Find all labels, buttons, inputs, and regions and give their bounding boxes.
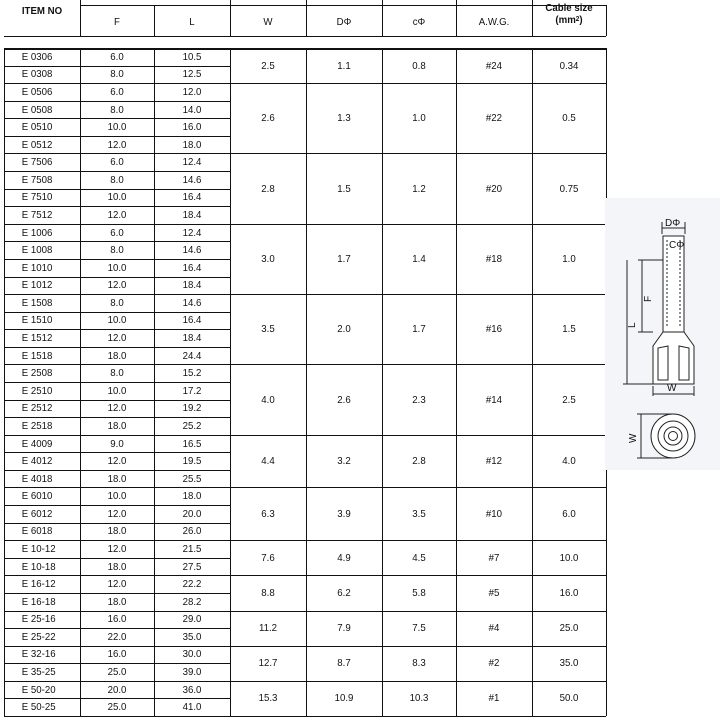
item-no-cell: E 6018 bbox=[21, 525, 53, 538]
f-cell: 22.0 bbox=[107, 630, 127, 643]
item-no-cell: E 16-12 bbox=[21, 578, 56, 591]
header-c-phi: cΦ bbox=[412, 16, 426, 28]
item-no-cell: E 1008 bbox=[21, 244, 53, 257]
f-cell: 12.0 bbox=[107, 208, 127, 221]
item-no-cell: E 32-16 bbox=[21, 648, 56, 661]
awg-cell: #12 bbox=[485, 455, 503, 468]
d-phi-cell: 2.6 bbox=[337, 393, 351, 406]
header-f: F bbox=[114, 16, 120, 28]
awg-cell: #10 bbox=[485, 507, 503, 520]
f-cell: 18.0 bbox=[107, 349, 127, 362]
w-cell: 11.2 bbox=[258, 622, 278, 635]
l-cell: 19.5 bbox=[182, 455, 202, 468]
l-cell: 18.0 bbox=[182, 490, 202, 503]
cable-size-cell: 35.0 bbox=[559, 657, 579, 670]
f-cell: 10.0 bbox=[107, 121, 127, 134]
w-cell: 12.7 bbox=[258, 657, 278, 670]
header-col-rule bbox=[80, 0, 81, 36]
d-phi-cell: 10.9 bbox=[334, 692, 354, 705]
data-col-rule bbox=[382, 48, 383, 716]
f-cell: 8.0 bbox=[110, 244, 124, 257]
group-rule bbox=[4, 716, 606, 717]
l-cell: 19.2 bbox=[182, 402, 202, 415]
item-no-cell: E 10-12 bbox=[21, 542, 56, 555]
d-phi-cell: 3.9 bbox=[337, 507, 351, 520]
f-cell: 25.0 bbox=[107, 666, 127, 679]
item-no-cell: E 10-18 bbox=[21, 560, 56, 573]
header-col-rule bbox=[382, 0, 383, 36]
awg-cell: #4 bbox=[488, 622, 500, 635]
l-cell: 25.5 bbox=[182, 472, 202, 485]
awg-cell: #18 bbox=[485, 252, 503, 265]
f-cell: 16.0 bbox=[107, 648, 127, 661]
f-cell: 8.0 bbox=[110, 68, 124, 81]
header-w: W bbox=[263, 16, 273, 28]
f-cell: 6.0 bbox=[110, 226, 124, 239]
l-cell: 35.0 bbox=[182, 630, 202, 643]
l-cell: 12.4 bbox=[182, 156, 202, 169]
d-phi-cell: 7.9 bbox=[337, 622, 351, 635]
awg-cell: #1 bbox=[488, 692, 500, 705]
header-item-no: ITEM NO bbox=[21, 5, 63, 17]
cable-size-cell: 1.5 bbox=[562, 323, 576, 336]
f-cell: 6.0 bbox=[110, 50, 124, 63]
f-cell: 25.0 bbox=[107, 701, 127, 714]
f-cell: 12.0 bbox=[107, 578, 127, 591]
l-cell: 17.2 bbox=[182, 384, 202, 397]
l-cell: 27.5 bbox=[182, 560, 202, 573]
f-cell: 18.0 bbox=[107, 525, 127, 538]
header-col-rule bbox=[154, 5, 155, 36]
awg-cell: #14 bbox=[485, 393, 503, 406]
c-phi-label: CΦ bbox=[669, 240, 685, 251]
d-phi-cell: 1.5 bbox=[337, 182, 351, 195]
header-awg: A.W.G. bbox=[478, 16, 510, 28]
l-cell: 36.0 bbox=[182, 683, 202, 696]
item-no-cell: E 2508 bbox=[21, 367, 53, 380]
l-cell: 12.5 bbox=[182, 68, 202, 81]
c-phi-cell: 3.5 bbox=[412, 507, 426, 520]
l-cell: 25.2 bbox=[182, 419, 202, 432]
d-phi-cell: 1.1 bbox=[337, 59, 351, 72]
c-phi-cell: 1.7 bbox=[412, 323, 426, 336]
item-no-cell: E 0308 bbox=[21, 68, 53, 81]
l-cell: 12.0 bbox=[182, 85, 202, 98]
c-phi-cell: 8.3 bbox=[412, 657, 426, 670]
f-cell: 9.0 bbox=[110, 437, 124, 450]
d-phi-cell: 1.3 bbox=[337, 112, 351, 125]
item-no-cell: E 0508 bbox=[21, 103, 53, 116]
w-cell: 4.4 bbox=[261, 455, 275, 468]
ferrule-diagram bbox=[605, 198, 720, 470]
cable-size-cell: 0.34 bbox=[559, 59, 579, 72]
l-cell: 18.4 bbox=[182, 279, 202, 292]
item-no-cell: E 0306 bbox=[21, 50, 53, 63]
item-no-cell: E 1510 bbox=[21, 314, 53, 327]
item-no-cell: E 6012 bbox=[21, 507, 53, 520]
w-dim-label: W bbox=[667, 383, 677, 394]
item-no-cell: E 25-22 bbox=[21, 630, 56, 643]
item-no-cell: E 1518 bbox=[21, 349, 53, 362]
f-cell: 18.0 bbox=[107, 560, 127, 573]
item-no-cell: E 1006 bbox=[21, 226, 53, 239]
item-no-cell: E 0512 bbox=[21, 138, 53, 151]
item-no-cell: E 0506 bbox=[21, 85, 53, 98]
f-cell: 20.0 bbox=[107, 683, 127, 696]
d-phi-cell: 3.2 bbox=[337, 455, 351, 468]
d-phi-cell: 2.0 bbox=[337, 323, 351, 336]
f-cell: 10.0 bbox=[107, 490, 127, 503]
c-phi-cell: 2.3 bbox=[412, 393, 426, 406]
l-cell: 18.0 bbox=[182, 138, 202, 151]
f-cell: 10.0 bbox=[107, 384, 127, 397]
f-cell: 18.0 bbox=[107, 472, 127, 485]
data-col-rule bbox=[306, 48, 307, 716]
item-no-cell: E 4018 bbox=[21, 472, 53, 485]
w-cell: 4.0 bbox=[261, 393, 275, 406]
f-cell: 18.0 bbox=[107, 419, 127, 432]
item-no-cell: E 2518 bbox=[21, 419, 53, 432]
f-cell: 12.0 bbox=[107, 279, 127, 292]
l-cell: 14.6 bbox=[182, 244, 202, 257]
w-cell: 8.8 bbox=[261, 586, 275, 599]
f-cell: 6.0 bbox=[110, 156, 124, 169]
c-phi-cell: 1.0 bbox=[412, 112, 426, 125]
f-dim-label: F bbox=[643, 295, 654, 302]
w-cell: 3.5 bbox=[261, 323, 275, 336]
l-cell: 15.2 bbox=[182, 367, 202, 380]
item-no-cell: E 35-25 bbox=[21, 666, 56, 679]
header-col-rule bbox=[230, 0, 231, 36]
l-cell: 14.6 bbox=[182, 296, 202, 309]
l-cell: 18.4 bbox=[182, 332, 202, 345]
item-no-cell: E 4009 bbox=[21, 437, 53, 450]
cable-size-cell: 6.0 bbox=[562, 507, 576, 520]
l-cell: 18.4 bbox=[182, 208, 202, 221]
item-no-cell: E 1512 bbox=[21, 332, 53, 345]
f-cell: 16.0 bbox=[107, 613, 127, 626]
cable-size-cell: 10.0 bbox=[559, 551, 579, 564]
l-cell: 16.4 bbox=[182, 191, 202, 204]
w-cell: 6.3 bbox=[261, 507, 275, 520]
f-cell: 10.0 bbox=[107, 261, 127, 274]
w-cell: 2.8 bbox=[261, 182, 275, 195]
f-cell: 12.0 bbox=[107, 455, 127, 468]
ferrule-spec-table bbox=[4, 0, 606, 720]
d-phi-cell: 1.7 bbox=[337, 252, 351, 265]
header-l: L bbox=[189, 16, 195, 28]
l-cell: 16.4 bbox=[182, 261, 202, 274]
item-no-cell: E 7506 bbox=[21, 156, 53, 169]
awg-cell: #22 bbox=[485, 112, 503, 125]
l-cell: 41.0 bbox=[182, 701, 202, 714]
f-cell: 12.0 bbox=[107, 542, 127, 555]
d-phi-label: DΦ bbox=[665, 218, 681, 229]
l-cell: 20.0 bbox=[182, 507, 202, 520]
item-no-cell: E 7510 bbox=[21, 191, 53, 204]
f-cell: 8.0 bbox=[110, 173, 124, 186]
awg-cell: #7 bbox=[488, 551, 500, 564]
f-cell: 8.0 bbox=[110, 296, 124, 309]
f-cell: 8.0 bbox=[110, 367, 124, 380]
item-no-cell: E 1010 bbox=[21, 261, 53, 274]
cable-size-cell: 2.5 bbox=[562, 393, 576, 406]
awg-cell: #5 bbox=[488, 586, 500, 599]
f-cell: 12.0 bbox=[107, 402, 127, 415]
item-no-cell: E 16-18 bbox=[21, 595, 56, 608]
header-bottom-rule bbox=[4, 36, 606, 37]
l-cell: 16.5 bbox=[182, 437, 202, 450]
l-cell: 10.5 bbox=[182, 50, 202, 63]
awg-cell: #24 bbox=[485, 59, 503, 72]
data-col-rule bbox=[230, 48, 231, 716]
cable-size-cell: 0.75 bbox=[559, 182, 579, 195]
data-col-rule bbox=[532, 48, 533, 716]
l-cell: 14.6 bbox=[182, 173, 202, 186]
d-phi-cell: 6.2 bbox=[337, 586, 351, 599]
w-cell: 15.3 bbox=[258, 692, 278, 705]
header-col-rule bbox=[306, 0, 307, 36]
w-cell: 7.6 bbox=[261, 551, 275, 564]
header-col-rule bbox=[606, 5, 607, 36]
header-top-rule bbox=[80, 5, 606, 6]
item-no-cell: E 6010 bbox=[21, 490, 53, 503]
item-no-cell: E 7512 bbox=[21, 208, 53, 221]
c-phi-cell: 7.5 bbox=[412, 622, 426, 635]
item-no-cell: E 4012 bbox=[21, 455, 53, 468]
w-cell: 2.6 bbox=[261, 112, 275, 125]
header-col-rule bbox=[532, 0, 533, 36]
c-phi-cell: 5.8 bbox=[412, 586, 426, 599]
l-cell: 14.0 bbox=[182, 103, 202, 116]
l-cell: 29.0 bbox=[182, 613, 202, 626]
header-cable-size: Cable size $(mm^2)$ bbox=[545, 2, 593, 26]
d-phi-cell: 4.9 bbox=[337, 551, 351, 564]
f-cell: 8.0 bbox=[110, 103, 124, 116]
awg-cell: #16 bbox=[485, 323, 503, 336]
cable-size-cell: 1.0 bbox=[562, 252, 576, 265]
c-phi-cell: 2.8 bbox=[412, 455, 426, 468]
l-cell: 12.4 bbox=[182, 226, 202, 239]
f-cell: 10.0 bbox=[107, 191, 127, 204]
cable-size-cell: 4.0 bbox=[562, 455, 576, 468]
awg-cell: #20 bbox=[485, 182, 503, 195]
f-cell: 12.0 bbox=[107, 138, 127, 151]
header-d-phi: DΦ bbox=[336, 16, 352, 28]
w-cell: 3.0 bbox=[261, 252, 275, 265]
item-no-cell: E 50-20 bbox=[21, 683, 56, 696]
l-cell: 16.4 bbox=[182, 314, 202, 327]
item-no-cell: E 0510 bbox=[21, 121, 53, 134]
l-cell: 30.0 bbox=[182, 648, 202, 661]
item-no-cell: E 25-16 bbox=[21, 613, 56, 626]
l-dim-label: L bbox=[627, 322, 638, 328]
f-cell: 10.0 bbox=[107, 314, 127, 327]
c-phi-cell: 1.2 bbox=[412, 182, 426, 195]
cable-size-cell: 50.0 bbox=[559, 692, 579, 705]
data-col-rule bbox=[456, 48, 457, 716]
item-no-cell: E 2510 bbox=[21, 384, 53, 397]
c-phi-cell: 4.5 bbox=[412, 551, 426, 564]
l-cell: 28.2 bbox=[182, 595, 202, 608]
w-side-dim-label: W bbox=[628, 433, 639, 443]
item-no-cell: E 1508 bbox=[21, 296, 53, 309]
cable-size-cell: 16.0 bbox=[559, 586, 579, 599]
l-cell: 21.5 bbox=[182, 542, 202, 555]
c-phi-cell: 10.3 bbox=[409, 692, 429, 705]
item-no-cell: E 1012 bbox=[21, 279, 53, 292]
w-cell: 2.5 bbox=[261, 59, 275, 72]
cable-size-cell: 0.5 bbox=[562, 112, 576, 125]
header-col-rule bbox=[456, 0, 457, 36]
item-no-cell: E 7508 bbox=[21, 173, 53, 186]
l-cell: 26.0 bbox=[182, 525, 202, 538]
f-cell: 6.0 bbox=[110, 85, 124, 98]
f-cell: 12.0 bbox=[107, 332, 127, 345]
awg-cell: #2 bbox=[488, 657, 500, 670]
ferrule-drawing bbox=[605, 198, 720, 470]
c-phi-cell: 1.4 bbox=[412, 252, 426, 265]
cable-size-cell: 25.0 bbox=[559, 622, 579, 635]
f-cell: 12.0 bbox=[107, 507, 127, 520]
item-no-cell: E 50-25 bbox=[21, 701, 56, 714]
l-cell: 22.2 bbox=[182, 578, 202, 591]
f-cell: 18.0 bbox=[107, 595, 127, 608]
c-phi-cell: 0.8 bbox=[412, 59, 426, 72]
l-cell: 24.4 bbox=[182, 349, 202, 362]
d-phi-cell: 8.7 bbox=[337, 657, 351, 670]
l-cell: 39.0 bbox=[182, 666, 202, 679]
item-no-cell: E 2512 bbox=[21, 402, 53, 415]
l-cell: 16.0 bbox=[182, 121, 202, 134]
